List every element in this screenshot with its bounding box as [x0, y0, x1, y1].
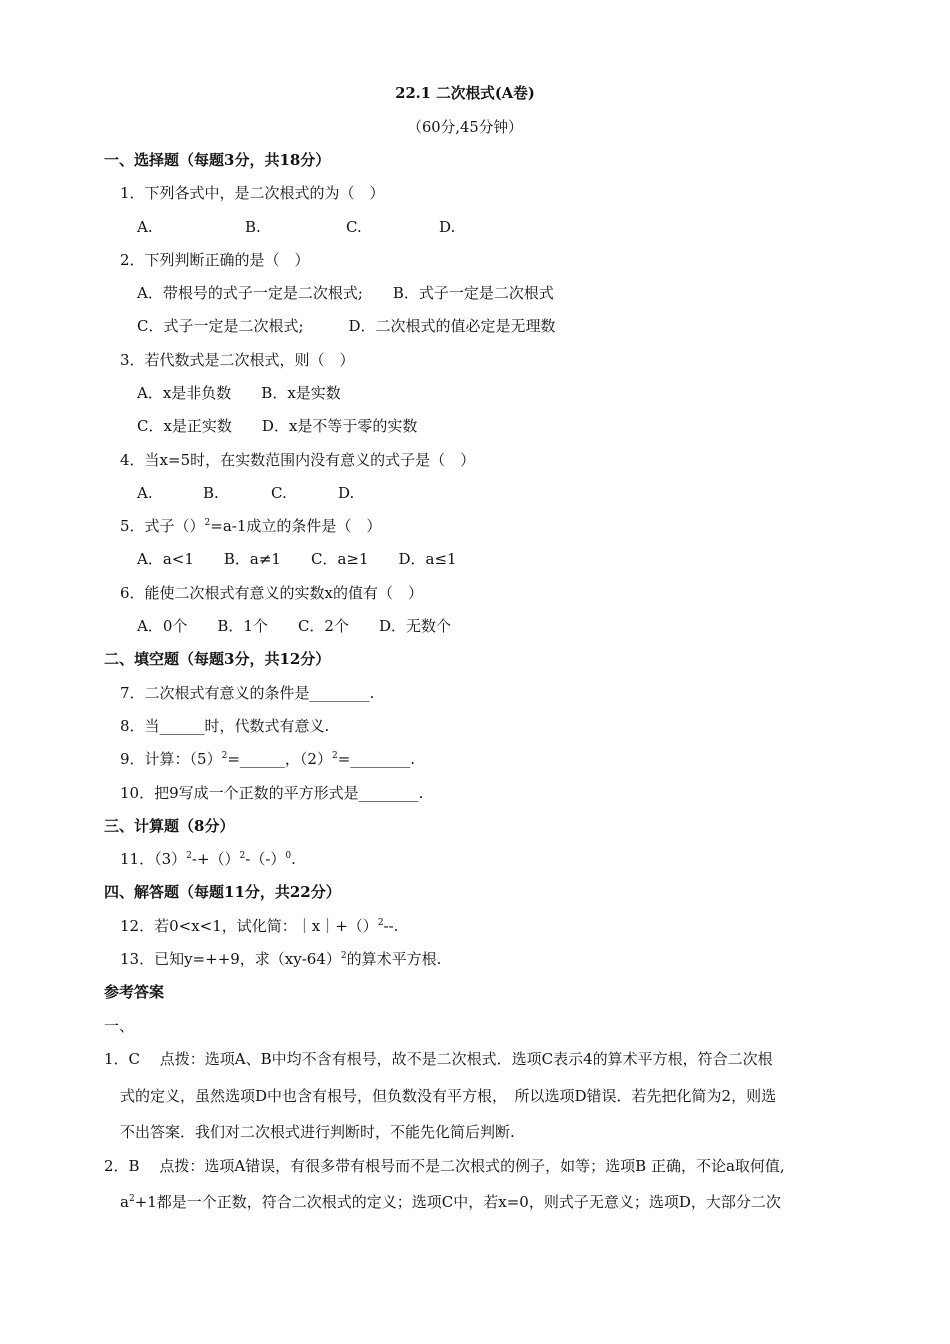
q9-pre: 9．计算：（5）	[120, 750, 222, 768]
q11-mid-1: -+（）	[191, 850, 240, 868]
q5-stem-exponent: 2	[204, 518, 211, 528]
question-3-stem: 3．若代数式是二次根式，则（ ）	[120, 351, 355, 369]
answers-part-1-label: 一、	[104, 1017, 135, 1035]
question-1-option-d: D.	[439, 218, 456, 236]
question-12	[120, 916, 398, 936]
question-3-options-cd: C．x是正实数 D．x是不等于零的实数	[137, 417, 418, 435]
question-2-stem: 2．下列判断正确的是（ ）	[120, 251, 310, 269]
question-3-options-ab: A．x是非负数 B．x是实数	[137, 384, 341, 402]
q9-exponent-2: 2	[331, 751, 338, 761]
q5-stem-pre: 5．式子（）	[120, 517, 205, 535]
question-6-stem: 6．能使二次根式有意义的实数x的值有（ ）	[120, 584, 424, 602]
q11-mid-2: -（-）	[245, 850, 286, 868]
section-heading-solve: 四、解答题（每题11分，共22分）	[104, 883, 341, 901]
q11-exponent-2: 2	[239, 851, 246, 861]
question-11	[120, 849, 296, 869]
q11-exponent-3: 0	[285, 851, 292, 861]
question-2-options-ab: A．带根号的式子一定是二次根式; B．式子一定是二次根式	[137, 284, 554, 302]
question-4-option-a: A.	[137, 484, 153, 502]
page-subtitle: （60分,45分钟）	[407, 118, 523, 136]
section-heading-fill: 二、填空题（每题3分，共12分）	[104, 650, 331, 668]
answer-2-line-2	[120, 1192, 781, 1212]
a2-line-2-exponent: 2	[128, 1194, 135, 1204]
question-9	[120, 749, 415, 769]
q9-mid: =______，（2）	[227, 750, 332, 768]
section-heading-calc: 三、计算题（8分）	[104, 817, 235, 835]
question-5-stem	[120, 516, 381, 536]
page-title: 22.1 二次根式(A卷)	[395, 84, 535, 102]
q11-post: .	[291, 850, 296, 868]
question-4-option-d: D.	[338, 484, 355, 502]
question-8: 8．当______时，代数式有意义.	[120, 717, 330, 735]
q12-exponent: 2	[377, 918, 384, 928]
q13-post: 的算术平方根.	[346, 950, 442, 968]
q12-post: --.	[383, 917, 399, 935]
a2-line-2-post: +1都是一个正数，符合二次根式的定义；选项C中，若x=0，则式子无意义；选项D，大部分二次	[134, 1193, 781, 1211]
question-4-option-b: B.	[203, 484, 219, 502]
question-4-stem: 4．当x=5时，在实数范围内没有意义的式子是（ ）	[120, 451, 476, 469]
question-1-option-c: C.	[346, 218, 362, 236]
q11-exponent-1: 2	[186, 851, 192, 861]
answer-1-line-1: 1．C 点拨：选项A、B中均不含有根号，故不是二次根式．选项C表示4的算术平方根，符合二次根	[104, 1050, 773, 1068]
q12-pre: 12．若0<x<1，试化简：｜x｜+（）	[120, 917, 378, 935]
answer-2-line-1: 2．B 点拨：选项A错误，有很多带有根号而不是二次根式的例子，如等；选项B 正确，不论a取何值,	[104, 1157, 785, 1175]
question-4-option-c: C.	[271, 484, 287, 502]
question-1-option-b: B.	[245, 218, 261, 236]
q9-post: =________.	[337, 750, 416, 768]
section-heading-choice: 一、选择题（每题3分，共18分）	[104, 151, 331, 169]
q11-pre: 11．（3）	[120, 850, 187, 868]
answers-heading: 参考答案	[104, 983, 165, 1001]
q5-stem-post: =a-1成立的条件是（ ）	[210, 517, 382, 535]
answer-1-line-3: 不出答案．我们对二次根式进行判断时，不能先化简后判断.	[120, 1123, 515, 1141]
question-7: 7．二次根式有意义的条件是________.	[120, 684, 375, 702]
q13-pre: 13．已知y=++9，求（xy-64）	[120, 950, 341, 968]
question-5-options: A．a<1 B．a≠1 C．a≥1 D．a≤1	[137, 550, 457, 568]
answer-1-line-2: 式的定义，虽然选项D中也含有根号，但负数没有平方根， 所以选项D错误．若先把化简为2，则选	[120, 1087, 777, 1105]
question-6-options: A．0个 B．1个 C．2个 D．无数个	[137, 617, 451, 635]
a2-line-2-pre: a	[120, 1193, 129, 1211]
question-13	[120, 949, 441, 969]
q13-exponent: 2	[340, 951, 347, 961]
q9-exponent-1: 2	[221, 751, 228, 761]
question-10: 10．把9写成一个正数的平方形式是________.	[120, 784, 424, 802]
question-2-options-cd: C．式子一定是二次根式; D．二次根式的值必定是无理数	[137, 317, 556, 335]
question-1-stem: 1．下列各式中，是二次根式的为（ ）	[120, 184, 385, 202]
question-1-option-a: A.	[137, 218, 153, 236]
